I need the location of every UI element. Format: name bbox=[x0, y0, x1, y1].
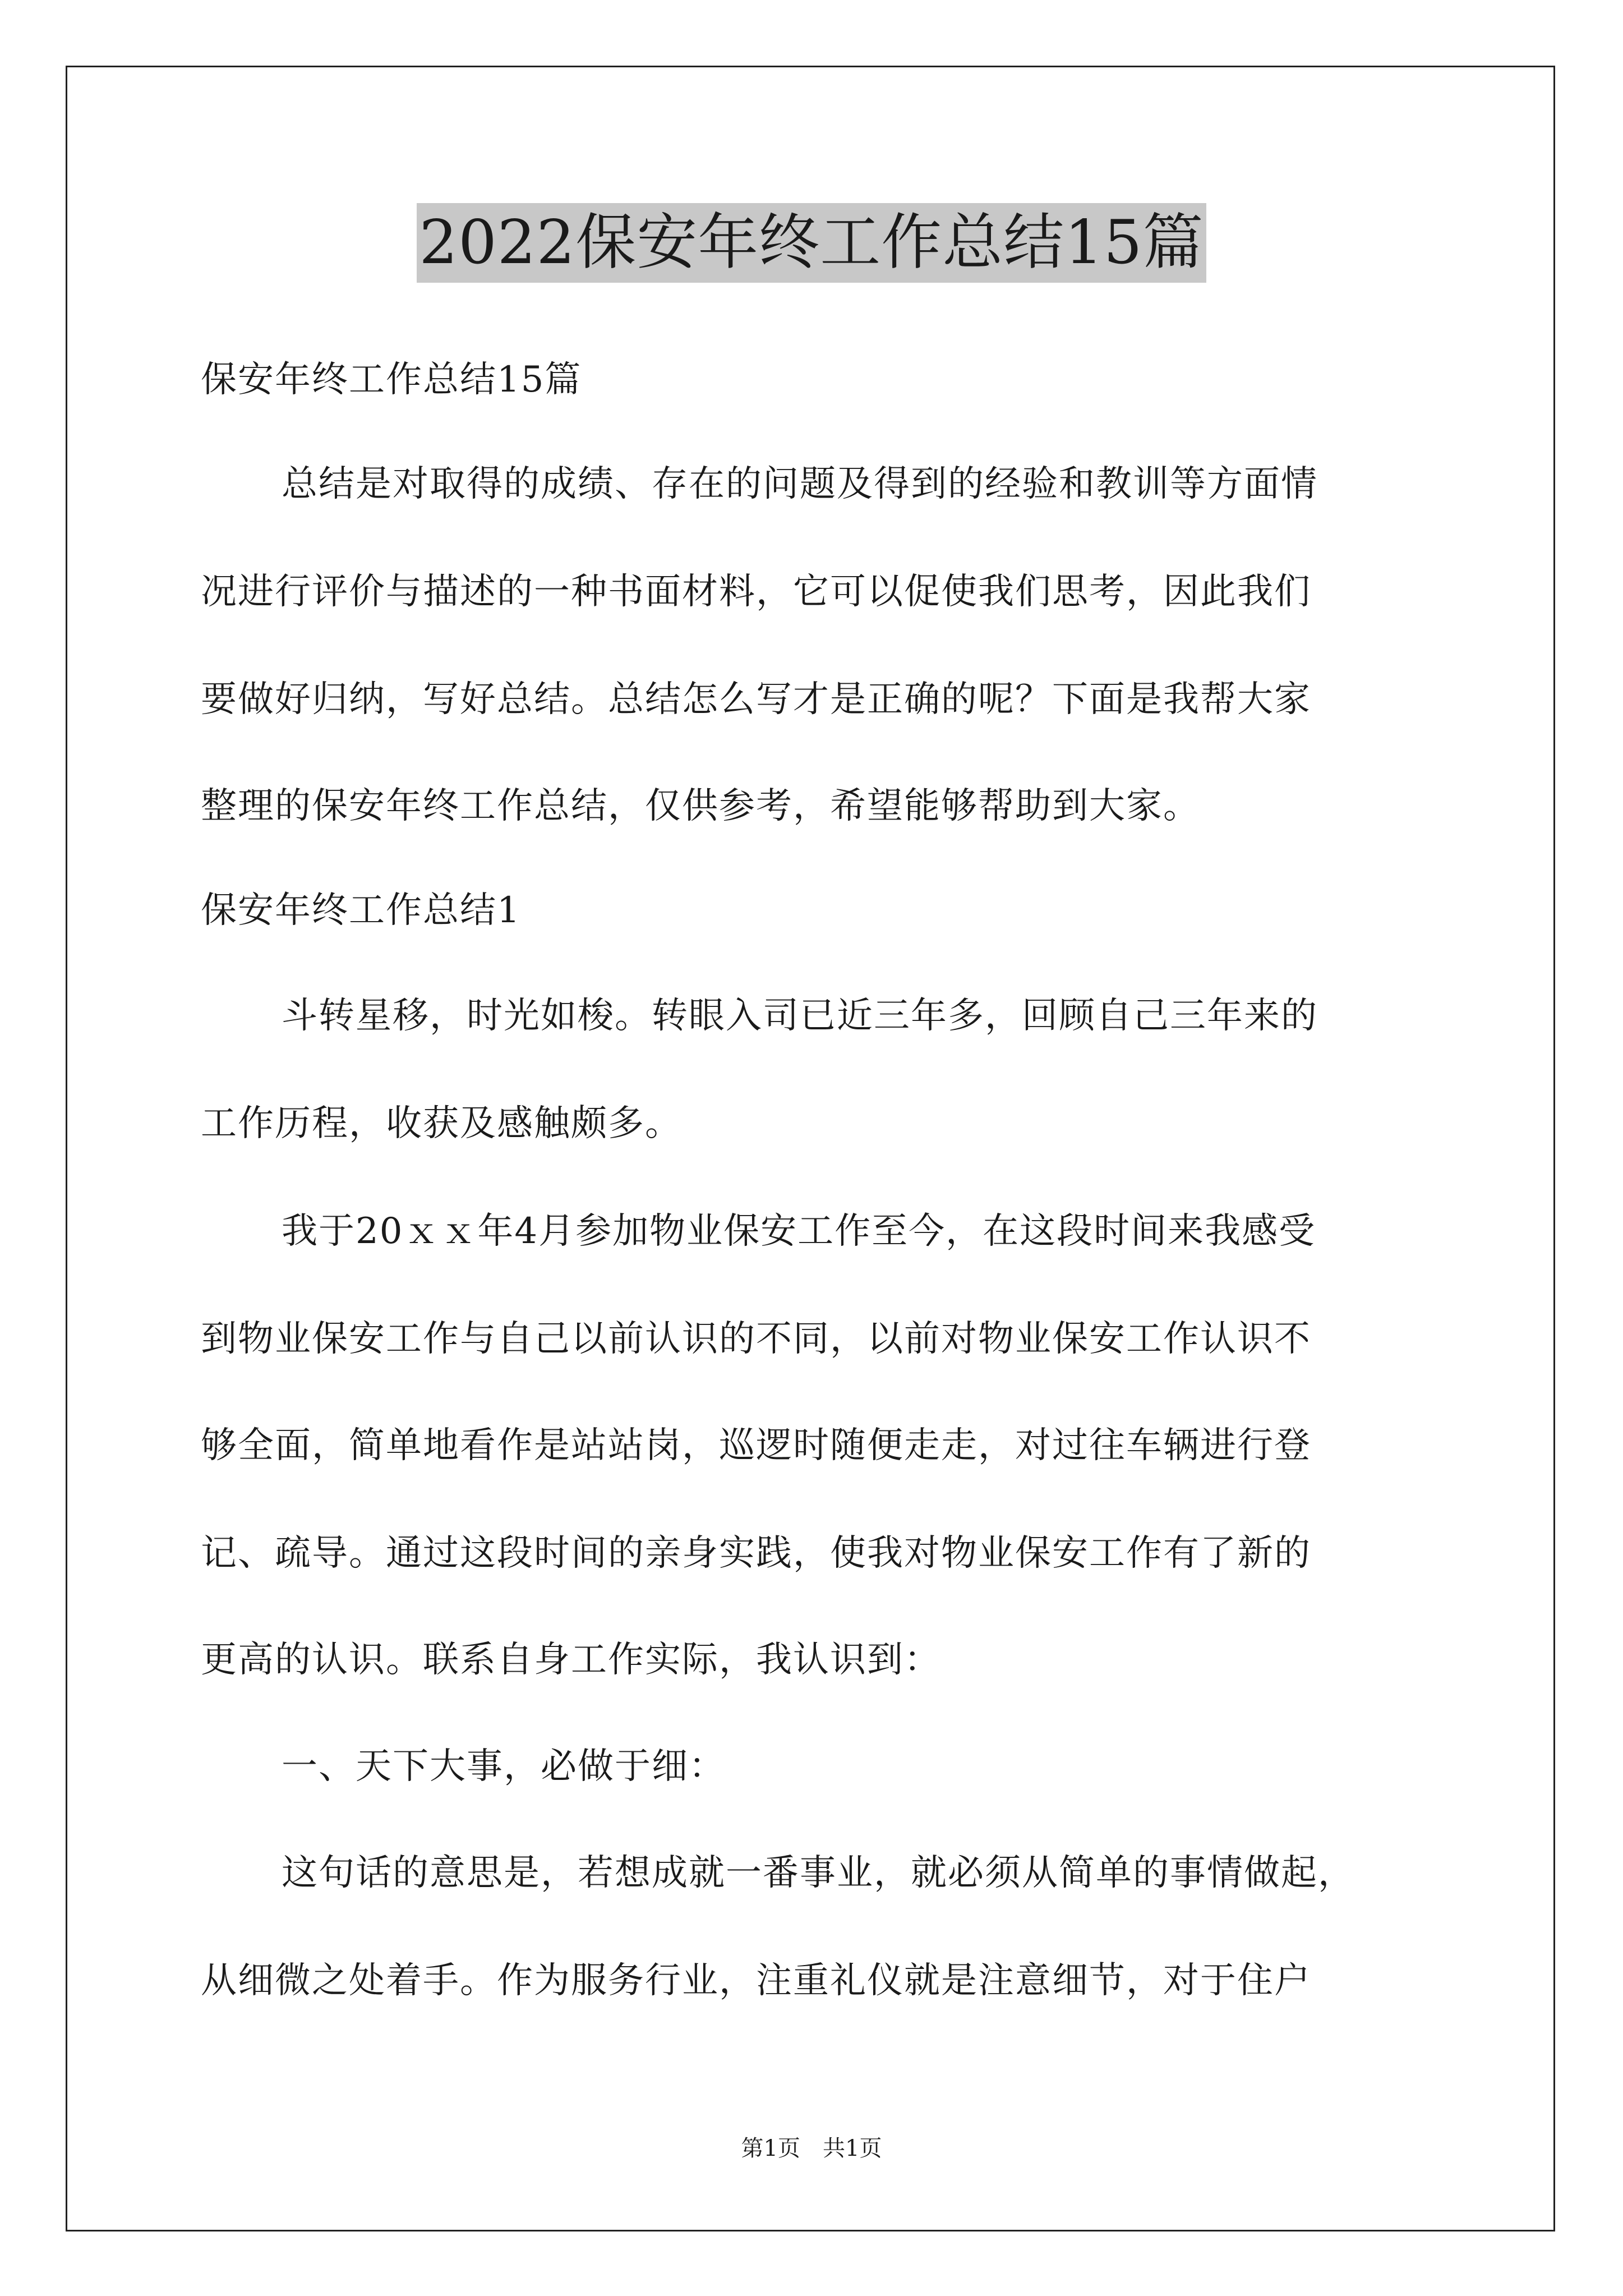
title-wrap bbox=[0, 203, 1623, 283]
subtitle-line: 保安年终工作总结15篇 bbox=[201, 359, 582, 401]
paragraph-line: 一、天下大事，必做于细： bbox=[282, 1746, 726, 1787]
paragraph-line: 更高的认识。联系自身工作实际，我认识到： bbox=[201, 1639, 941, 1681]
paragraph-line: 整理的保安年终工作总结，仅供参考，希望能够帮助到大家。 bbox=[201, 785, 1200, 827]
paragraph-line: 到物业保安工作与自己以前认识的不同，以前对物业保安工作认识不 bbox=[201, 1318, 1311, 1360]
paragraph-line: 够全面，简单地看作是站站岗，巡逻时随便走走，对过往车辆进行登 bbox=[201, 1425, 1311, 1466]
paragraph-line: 我于20ｘｘ年4月参加物业保安工作至今，在这段时间来我感受 bbox=[282, 1211, 1316, 1252]
paragraph-line: 总结是对取得的成绩、存在的问题及得到的经验和教训等方面情 bbox=[282, 463, 1318, 505]
paragraph-line: 这句话的意思是，若想成就一番事业，就必须从简单的事情做起， bbox=[282, 1852, 1355, 1894]
paragraph-line: 斗转星移，时光如梭。转眼入司已近三年多，回顾自己三年来的 bbox=[282, 995, 1318, 1037]
paragraph-line: 况进行评价与描述的一种书面材料，它可以促使我们思考，因此我们 bbox=[201, 571, 1311, 613]
page-footer: 第1页 共1页 bbox=[741, 2136, 882, 2161]
paragraph-line: 记、疏导。通过这段时间的亲身实践，使我对物业保安工作有了新的 bbox=[201, 1533, 1311, 1574]
paragraph-line: 工作历程，收获及感触颇多。 bbox=[201, 1103, 682, 1144]
section-heading: 保安年终工作总结1 bbox=[201, 890, 521, 931]
document-title: 2022保安年终工作总结15篇 bbox=[417, 203, 1206, 283]
paragraph-line: 从细微之处着手。作为服务行业，注重礼仪就是注意细节，对于住户 bbox=[201, 1960, 1311, 2001]
paragraph-line: 要做好归纳，写好总结。总结怎么写才是正确的呢？下面是我帮大家 bbox=[201, 679, 1311, 720]
